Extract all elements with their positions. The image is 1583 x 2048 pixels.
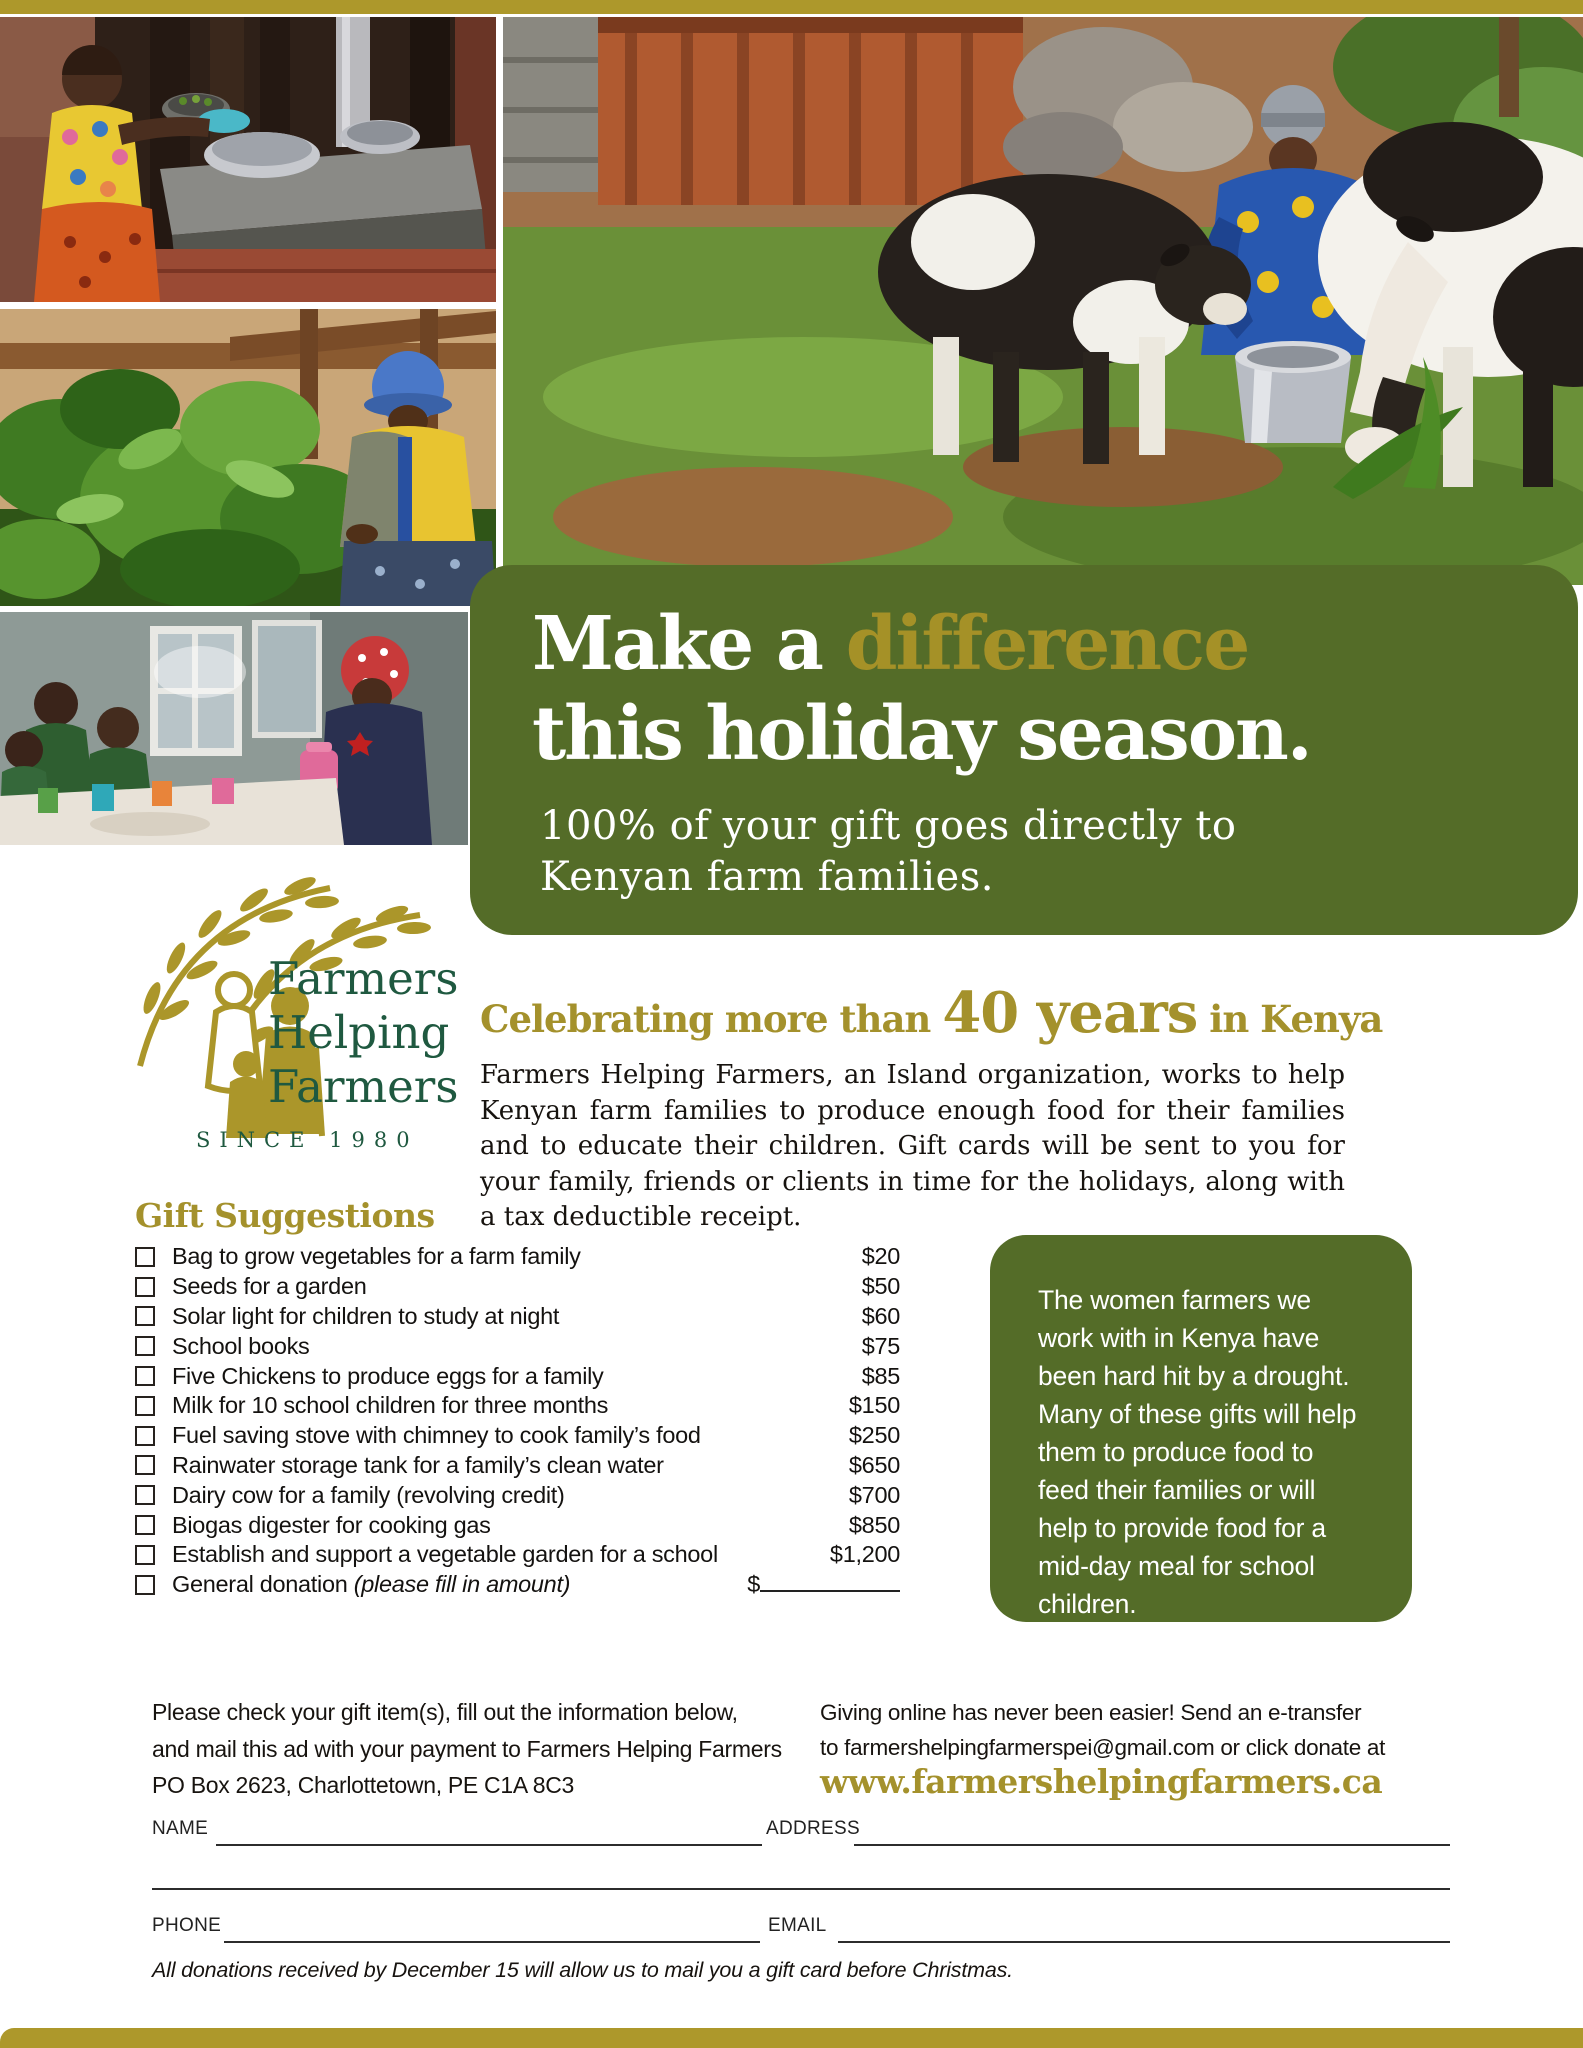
giving-online-line1: Giving online has never been easier! Send an e-transfer (820, 1700, 1362, 1725)
gift-item-price: $50 (861, 1273, 900, 1300)
gift-item-row (135, 1540, 900, 1570)
address-label: ADDRESS (766, 1818, 860, 1839)
gift-checkbox[interactable] (135, 1426, 155, 1446)
gift-item-label: Biogas digester for cooking gas (172, 1511, 491, 1538)
hero-subtitle (532, 801, 1548, 903)
mailing-instructions (152, 1694, 782, 1804)
hero-banner (470, 565, 1578, 935)
name-label: NAME (152, 1818, 209, 1839)
donation-amount-line[interactable] (760, 1574, 900, 1592)
gift-list (135, 1242, 900, 1600)
gift-item-price: $60 (861, 1302, 900, 1329)
photo-school-children (0, 612, 468, 845)
gift-checkbox[interactable] (135, 1336, 155, 1356)
gift-item-price: $250 (848, 1422, 900, 1449)
gift-item-price: $700 (848, 1481, 900, 1508)
bottom-gold-bar (0, 2028, 1583, 2048)
phone-label: PHONE (152, 1915, 222, 1936)
gift-checkbox[interactable] (135, 1306, 155, 1326)
mailing-address: PO Box 2623, Charlottetown, PE C1A 8C3 (152, 1772, 575, 1798)
gift-item-label: General donation (please fill in amount) (172, 1571, 571, 1598)
gift-item-row (135, 1421, 900, 1451)
logo-word-helping: Helping (268, 1006, 450, 1059)
hero-title-white: Make a (532, 601, 846, 687)
hero-title-gold: difference (845, 601, 1249, 687)
gift-item-label: Milk for 10 school children for three months (172, 1392, 609, 1419)
gift-item-price: $ (747, 1571, 900, 1598)
gift-checkbox[interactable] (135, 1485, 155, 1505)
hero-title (532, 599, 1548, 779)
gift-item-price: $850 (848, 1511, 900, 1538)
gift-item-row (135, 1570, 900, 1600)
gift-item-label: Fuel saving stove with chimney to cook family’s food (172, 1422, 701, 1449)
logo-word-farmers-2: Farmers (268, 1060, 459, 1113)
email-input-line[interactable] (838, 1941, 1450, 1943)
phone-input-line[interactable] (224, 1941, 760, 1943)
address-input-line[interactable] (854, 1844, 1450, 1846)
gift-item-label: Dairy cow for a family (revolving credit) (172, 1481, 565, 1508)
intro-heading-pre: Celebrating more than (480, 997, 931, 1041)
gift-checkbox[interactable] (135, 1575, 155, 1595)
address-continuation-line[interactable] (152, 1888, 1450, 1890)
gift-checkbox[interactable] (135, 1247, 155, 1267)
photo-garden-woman (0, 309, 496, 606)
gift-item-price: $85 (861, 1362, 900, 1389)
giving-online-text (820, 1696, 1385, 1765)
gift-checkbox[interactable] (135, 1545, 155, 1565)
intro-heading-post: in Kenya (1209, 997, 1383, 1041)
gift-checkbox[interactable] (135, 1515, 155, 1535)
logo-since-1980: SINCE 1980 (196, 1128, 419, 1152)
gift-item-row (135, 1480, 900, 1510)
top-gold-bar (0, 0, 1583, 14)
intro-heading-40-years: 40 years (942, 980, 1198, 1046)
hero-subtitle-line1: 100% of your gift goes directly to (540, 803, 1237, 849)
school-scene-illustration (0, 612, 468, 845)
logo-word-farmers-1: Farmers (268, 952, 459, 1005)
gift-item-label: School books (172, 1332, 310, 1359)
deadline-note: All donations received by December 15 will allow us to mail you a gift card before Christmas. (152, 1958, 1013, 1982)
photo-woman-cooking (0, 17, 496, 302)
gift-item-row (135, 1361, 900, 1391)
cooking-scene-illustration (0, 17, 496, 302)
cow-scene-illustration (503, 17, 1583, 585)
gift-item-row (135, 1242, 900, 1272)
gift-item-label: Solar light for children to study at night (172, 1302, 560, 1329)
giving-online-line2: to farmershelpingfarmerspei@gmail.com or click donate at (820, 1734, 1386, 1760)
gift-item-price: $150 (848, 1392, 900, 1419)
gift-checkbox[interactable] (135, 1366, 155, 1386)
email-label: EMAIL (768, 1915, 827, 1936)
mailing-instructions-line1: Please check your gift item(s), fill out the information below, (152, 1699, 738, 1725)
gift-item-row (135, 1331, 900, 1361)
gift-item-price: $75 (861, 1332, 900, 1359)
gift-item-label: Five Chickens to produce eggs for a family (172, 1362, 604, 1389)
hero-subtitle-line2: Kenyan farm families. (540, 854, 994, 900)
drought-info-text: The women farmers we work with in Kenya have been hard hit by a drought. Many of these gifts will help them to produce food to feed their families or will help to provide food for a mid-day meal for school children. (1038, 1285, 1357, 1619)
gift-item-row (135, 1510, 900, 1540)
gift-item-price: $1,200 (829, 1541, 900, 1568)
gift-item-row (135, 1451, 900, 1481)
website-link[interactable]: www.farmershelpingfarmers.ca (820, 1762, 1383, 1801)
gift-checkbox[interactable] (135, 1455, 155, 1475)
logo-wordmark (268, 952, 458, 1114)
gift-checkbox[interactable] (135, 1277, 155, 1297)
intro-heading (480, 980, 1382, 1046)
gift-suggestions-heading: Gift Suggestions (135, 1196, 435, 1235)
gift-item-label: Rainwater storage tank for a family’s clean water (172, 1451, 664, 1478)
gift-item-row (135, 1302, 900, 1332)
drought-info-box (990, 1235, 1412, 1622)
gift-item-price: $20 (861, 1243, 900, 1270)
mailing-instructions-line2: and mail this ad with your payment to Farmers Helping Farmers (152, 1735, 782, 1762)
gift-item-label: Establish and support a vegetable garden for a school (172, 1541, 718, 1568)
gift-item-row (135, 1272, 900, 1302)
gift-item-price: $650 (848, 1451, 900, 1478)
photo-woman-with-cows (503, 17, 1583, 585)
gift-item-row (135, 1391, 900, 1421)
gift-checkbox[interactable] (135, 1396, 155, 1416)
gift-item-label: Bag to grow vegetables for a farm family (172, 1243, 581, 1270)
intro-paragraph: Farmers Helping Farmers, an Island organization, works to help Kenyan farm families to produce enough food for their families and to educate their children. Gift cards will be sent to you for your family, friends or clients in time for the holidays, along with a tax deductible receipt. (480, 1060, 1345, 1232)
hero-title-line2: this holiday season. (532, 691, 1311, 777)
garden-scene-illustration (0, 309, 496, 606)
name-input-line[interactable] (216, 1844, 762, 1846)
gift-item-label: Seeds for a garden (172, 1273, 367, 1300)
